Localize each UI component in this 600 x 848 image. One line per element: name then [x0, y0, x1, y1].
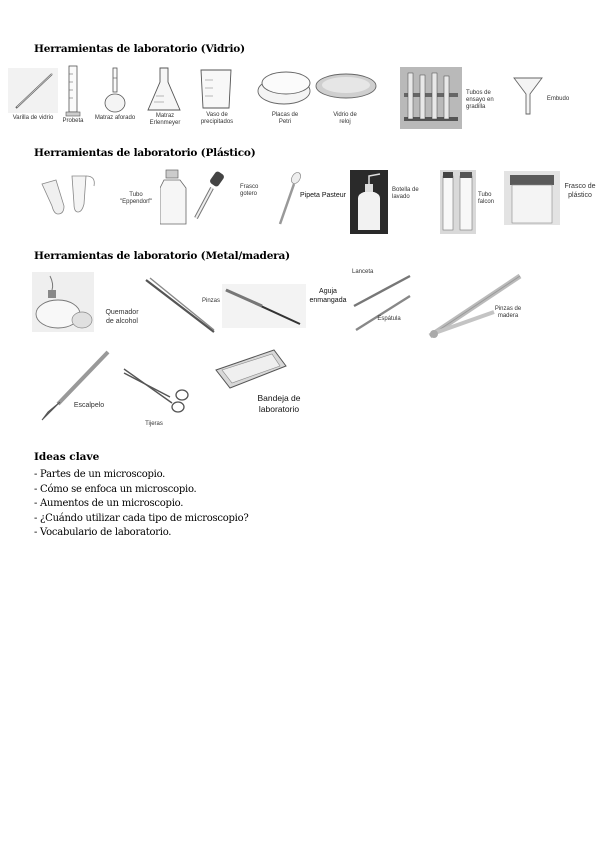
list-item: - Vocabulario de laboratorio.	[34, 527, 172, 539]
ideas-title: Ideas clave	[34, 451, 100, 463]
petri-dish-item	[256, 67, 312, 107]
caption-spatula: Espátula	[377, 316, 401, 322]
spatula-item	[346, 270, 414, 336]
list-item: - Cómo se enfoca un microscopio.	[34, 483, 197, 495]
caption-graduated-cylinder: Probeta	[62, 118, 84, 124]
caption-erlenmeyer-flask: Matraz Erlenmeyer	[149, 113, 181, 126]
beaker-item	[197, 66, 235, 112]
caption-scalpel: Escalpelo	[73, 402, 105, 409]
scissors-item	[122, 367, 192, 415]
caption-wooden-tongs: Pinzas de madera	[494, 306, 522, 319]
lab-tray-icon	[214, 348, 288, 390]
section-title-plastic: Herramientas de laboratorio (Plástico)	[34, 147, 256, 159]
caption-glass-rod: Varilla de vidrio	[12, 115, 54, 121]
funnel-item	[512, 74, 544, 116]
dropper-bottle-item	[160, 168, 244, 228]
list-item: - ¿Cuándo utilizar cada tipo de microscopio?	[34, 512, 249, 524]
lab-tray-item	[214, 348, 288, 390]
falcon-tube-icon	[440, 170, 476, 234]
caption-falcon-tube: Tubo falcon	[478, 192, 495, 205]
erlenmeyer-flask-icon	[146, 66, 182, 114]
funnel-icon	[512, 74, 544, 116]
scalpel-icon	[38, 350, 110, 422]
volumetric-flask-item	[102, 66, 128, 114]
caption-lab-tray: Bandeja de laboratorio	[257, 393, 301, 414]
wash-bottle-item	[350, 170, 388, 234]
petri-dish-icon	[256, 67, 312, 107]
scissors-icon	[122, 367, 192, 415]
caption-tweezers: Pinzas	[201, 298, 220, 304]
caption-funnel: Embudo	[546, 96, 570, 102]
eppendorf-tube-item	[34, 170, 112, 220]
caption-wash-bottle: Botella de lavado	[392, 187, 419, 200]
wash-bottle-icon	[350, 170, 388, 234]
graduated-cylinder-icon	[63, 64, 83, 118]
scalpel-item	[38, 350, 110, 422]
caption-mounted-needle: Aguja enmangada	[309, 288, 347, 304]
eppendorf-tube-icon	[34, 170, 112, 220]
spatula-icon	[346, 270, 414, 336]
caption-test-tube-rack: Tubos de ensayo en gradilla	[466, 90, 494, 110]
erlenmeyer-flask-item	[146, 66, 182, 114]
caption-plastic-jar: Frasco de plástico	[564, 183, 596, 199]
plastic-jar-item	[504, 171, 560, 225]
alcohol-burner-icon	[32, 272, 94, 332]
watch-glass-icon	[314, 70, 378, 102]
test-tube-rack-icon	[400, 67, 462, 129]
section-title-metal: Herramientas de laboratorio (Metal/madera)	[34, 250, 290, 262]
caption-volumetric-flask: Matraz aforado	[94, 115, 136, 121]
list-item: - Aumentos de un microscopio.	[34, 498, 184, 510]
caption-petri-dish: Placas de Petri	[271, 112, 299, 125]
caption-pasteur-pipette: Pipeta Pasteur	[300, 192, 346, 199]
volumetric-flask-icon	[102, 66, 128, 114]
ideas-list	[34, 468, 249, 541]
caption-lancet: Lanceta	[352, 269, 374, 275]
caption-watch-glass: Vidrio de reloj	[333, 112, 357, 125]
mounted-needle-icon	[222, 284, 306, 328]
glass-rod-item	[8, 68, 58, 113]
mounted-needle-item	[222, 284, 306, 328]
caption-beaker: Vaso de precipitados	[200, 112, 234, 125]
falcon-tube-item	[440, 170, 476, 234]
caption-alcohol-burner: Quemador de alcohol	[105, 309, 139, 325]
list-item: - Partes de un microscopio.	[34, 469, 166, 480]
caption-eppendorf-tube: Tubo "Eppendorf"	[120, 192, 152, 205]
tweezers-icon	[144, 276, 216, 336]
graduated-cylinder-item	[63, 64, 83, 118]
caption-dropper-bottle: Frasco gotero	[240, 184, 259, 197]
plastic-jar-icon	[504, 171, 560, 225]
watch-glass-item	[314, 70, 378, 102]
section-title-glass: Herramientas de laboratorio (Vidrio)	[34, 43, 245, 55]
beaker-icon	[197, 66, 235, 112]
tweezers-item	[144, 276, 216, 336]
dropper-bottle-icon	[160, 168, 244, 228]
glass-rod-icon	[8, 68, 58, 113]
caption-scissors: Tijeras	[145, 421, 163, 427]
alcohol-burner-item	[32, 272, 94, 332]
test-tube-rack-item	[400, 67, 462, 129]
